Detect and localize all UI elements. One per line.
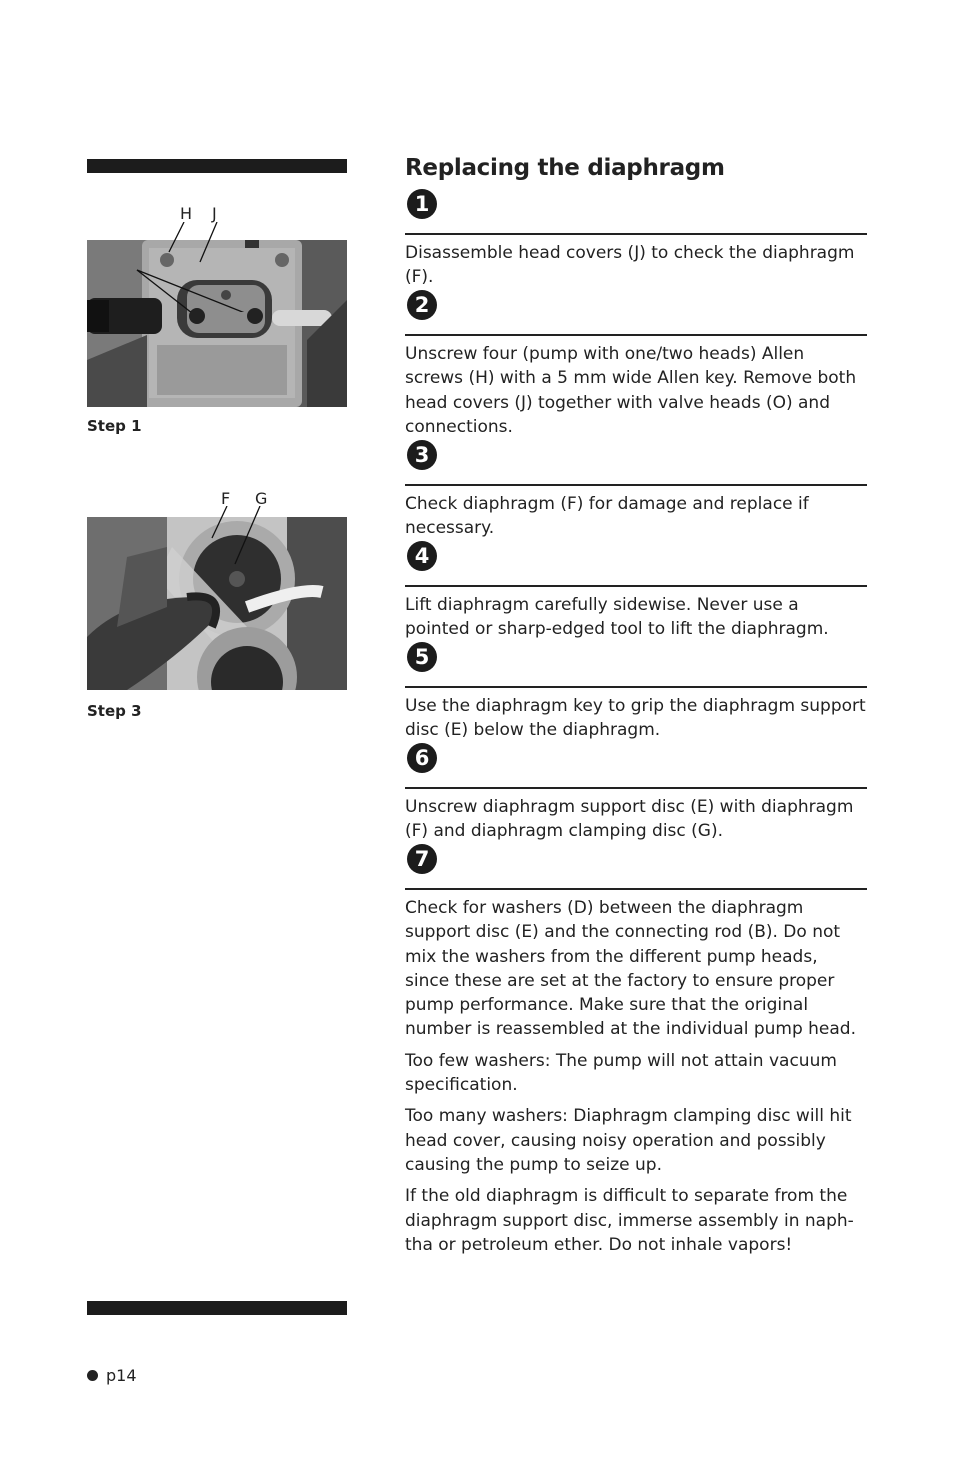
step-number-badge: 1 [407, 189, 437, 219]
step-note-separation: If the old diaphragm is difficult to separate from the diaphragm support disc, immerse assembly in naphtha or petroleum ether. Do not inhale vapors! [405, 1186, 854, 1255]
step-text: Unscrew diaphragm support disc (E) with diaphragm (F) and diaphragm clamping disc (G). [405, 797, 854, 842]
step-number-badge: 7 [407, 844, 437, 874]
step-1 [405, 188, 867, 290]
step3-leader-lines [87, 506, 347, 576]
step-header [405, 641, 867, 688]
step-header [405, 742, 867, 789]
step-text: Check diaphragm (F) for damage and replace if necessary. [405, 494, 809, 539]
step1-leader-lines [87, 222, 347, 312]
step-7 [405, 843, 867, 1257]
page-footer [87, 1366, 137, 1385]
section-heading: Replacing the diaphragm [405, 155, 725, 181]
bullet-icon [87, 1370, 98, 1381]
callout-g: G [255, 489, 268, 508]
callout-f: F [221, 489, 231, 508]
step-header [405, 289, 867, 336]
page-number: p14 [106, 1366, 137, 1385]
step-5 [405, 641, 867, 743]
step-number-badge: 5 [407, 642, 437, 672]
step-header [405, 843, 867, 890]
step-header [405, 439, 867, 486]
step-text: Unscrew four (pump with one/two heads) Allen screws (H) with a 5 mm wide Allen key. Remove both head covers (J) together with valve heads (O) and connections. [405, 344, 857, 437]
step-header [405, 188, 867, 235]
step-3 [405, 439, 867, 541]
bottom-rule [87, 1301, 347, 1315]
step-number-badge: 4 [407, 541, 437, 571]
callout-j: J [212, 204, 217, 223]
callout-h: H [180, 204, 193, 223]
step-4 [405, 540, 867, 642]
step-text: Lift diaphragm carefully sidewise. Never use a pointed or sharp-edged tool to lift the diaphragm. [405, 595, 829, 640]
step-header [405, 540, 867, 587]
step-text: Disassemble head covers (J) to check the diaphragm (F). [405, 243, 855, 288]
step-2 [405, 289, 867, 439]
step-6 [405, 742, 867, 844]
step-number-badge: 6 [407, 743, 437, 773]
step-number-badge: 3 [407, 440, 437, 470]
step3-caption: Step 3 [87, 702, 142, 720]
step-number-badge: 2 [407, 290, 437, 320]
top-rule [87, 159, 347, 173]
step-note-too-few: Too few washers: The pump will not attain vacuum specification. [405, 1050, 837, 1096]
step-text: Check for washers (D) between the diaphragm support disc (E) and the connecting rod (B). Do not mix the washers from the different pump heads, since these are set at the factory to ensure proper pump performance. Make sure that the original number is reassembled at the individual pump head. [405, 898, 856, 1040]
step1-caption: Step 1 [87, 417, 142, 435]
step-text: Use the diaphragm key to grip the diaphragm support disc (E) below the diaphragm. [405, 696, 866, 741]
step-note-too-many: Too many washers: Diaphragm clamping disc will hit head cover, causing noisy operation and possibly causing the pump to seize up. [405, 1106, 852, 1175]
